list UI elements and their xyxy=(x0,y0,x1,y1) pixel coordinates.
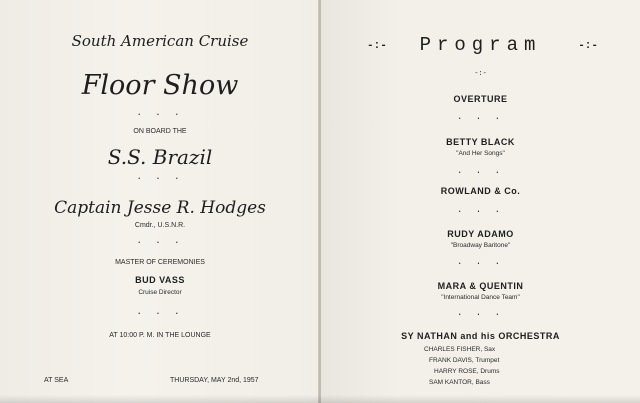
ship-name: S.S. Brazil xyxy=(107,145,213,169)
divider-dots: . . . xyxy=(136,172,184,182)
act-subtitle: "And Her Songs" xyxy=(456,150,505,157)
right-page xyxy=(321,0,640,403)
divider-dots: . . . xyxy=(456,257,504,267)
divider-dots: . . . xyxy=(456,112,504,122)
act-name: ROWLAND & Co. xyxy=(440,186,521,196)
divider-dots: . . . xyxy=(136,108,184,118)
bottom-shadow xyxy=(0,395,640,403)
act-name: MARA & QUENTIN xyxy=(437,281,524,291)
musician: CHARLES FISHER, Sax xyxy=(424,346,496,353)
program-title: Program xyxy=(419,34,542,56)
right-ornament: -:- xyxy=(578,40,598,52)
divider-dots: . . . xyxy=(456,308,504,318)
on-board-label: ON BOARD THE xyxy=(133,128,187,135)
musician: SAM KANTOR, Bass xyxy=(429,379,490,386)
cruise-title: South American Cruise xyxy=(71,32,249,50)
show-title: Floor Show xyxy=(81,70,239,101)
time-place: AT 10:00 P. M. IN THE LOUNGE xyxy=(109,332,211,339)
captain-rank: Cmdr., U.S.N.R. xyxy=(134,222,186,229)
divider-dots: . . . xyxy=(456,205,504,215)
musician: FRANK DAVIS, Trumpet xyxy=(429,357,500,364)
mc-role: Cruise Director xyxy=(138,289,182,296)
captain-name: Captain Jesse R. Hodges xyxy=(54,198,266,218)
divider-dots: . . . xyxy=(456,166,504,176)
overture: OVERTURE xyxy=(453,94,508,104)
act-subtitle: "International Dance Team" xyxy=(441,294,520,301)
act-name: BETTY BLACK xyxy=(446,137,515,147)
mc-name: BUD VASS xyxy=(135,275,185,285)
left-ornament: -:- xyxy=(367,40,387,52)
location: AT SEA xyxy=(44,377,69,384)
top-ornament: -:- xyxy=(474,70,487,78)
act-name: RUDY ADAMO xyxy=(447,229,514,239)
divider-dots: . . . xyxy=(136,236,184,246)
act-subtitle: "Broadway Baritone" xyxy=(450,242,511,249)
divider-dots: . . . xyxy=(136,307,184,317)
show-date: THURSDAY, MAY 2nd, 1957 xyxy=(170,377,259,384)
mc-heading: MASTER OF CEREMONIES xyxy=(115,259,205,266)
musician: HARRY ROSE, Drums xyxy=(434,368,500,375)
orchestra-name: SY NATHAN and his ORCHESTRA xyxy=(401,331,560,341)
